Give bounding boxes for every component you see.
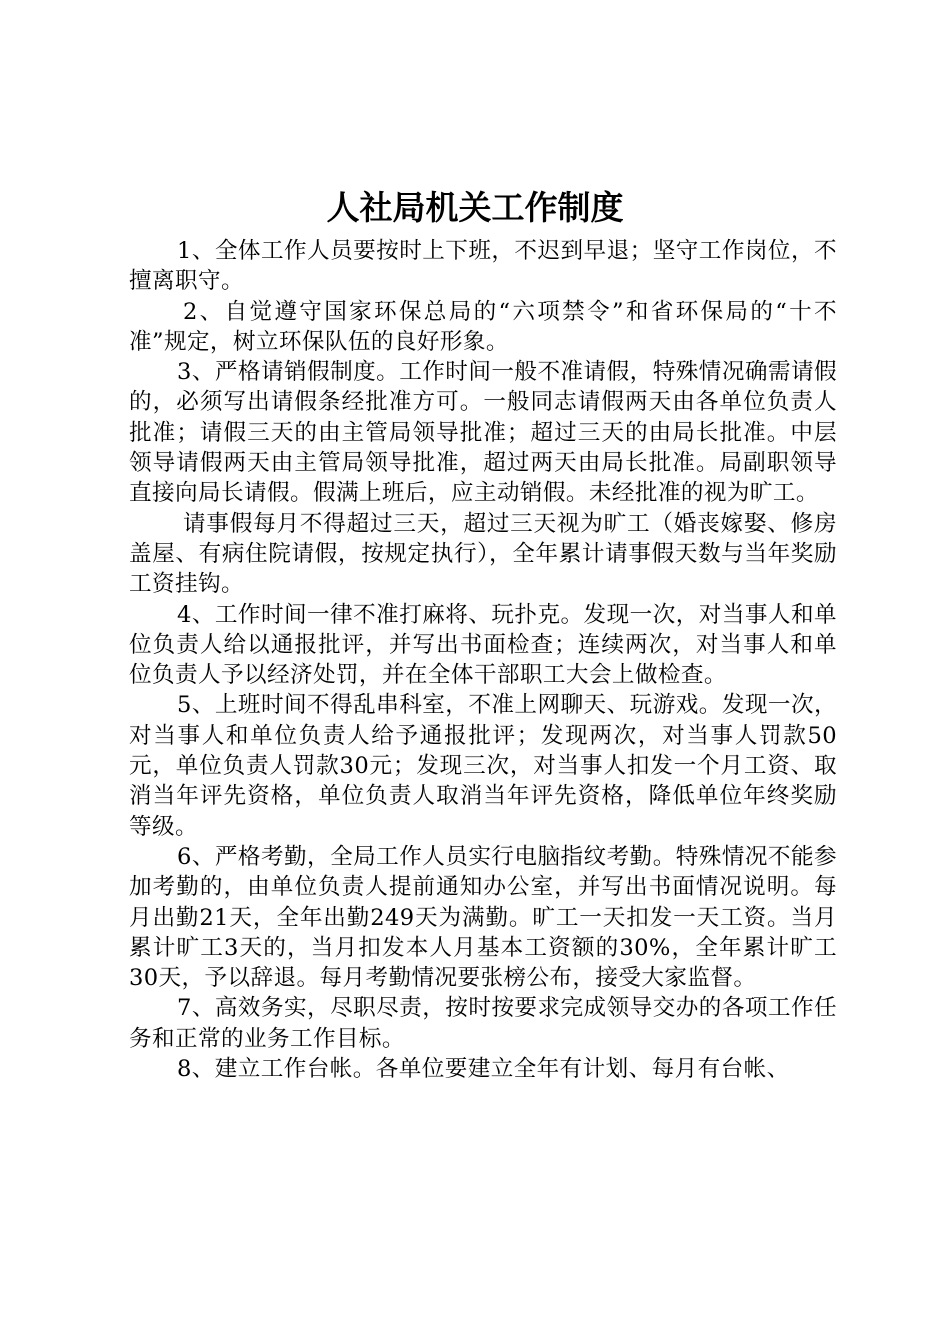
paragraph-rule-3: 3、严格请销假制度。工作时间一般不准请假，特殊情况确需请假的，必须写出请假条经批准方可。一般同志请假两天由各单位负责人批准；请假三天的由主管局领导批准；超过三天的由局长批准。中层领导请假两天由主管局领导批准，超过两天由局长批准。局副职领导直接向局长请假。假满上班后，应主动销假。未经批准的视为旷工。 <box>129 359 837 507</box>
paragraph-rule-1: 1、全体工作人员要按时上下班，不迟到早退；坚守工作岗位，不擅离职守。 <box>129 238 837 295</box>
paragraph-rule-2: 2、自觉遵守国家环保总局的“六项禁令”和省环保局的“十不准”规定，树立环保队伍的良好形象。 <box>129 298 837 355</box>
paragraph-rule-5: 5、上班时间不得乱串科室，不准上网聊天、玩游戏。发现一次，对当事人和单位负责人给予通报批评；发现两次，对当事人罚款50元，单位负责人罚款30元；发现三次，对当事人扣发一个月工资、取消当年评先资格，单位负责人取消当年评先资格，降低单位年终奖励等级。 <box>129 692 837 840</box>
document-body <box>129 236 837 1084</box>
paragraph-rule-4: 4、工作时间一律不准打麻将、玩扑克。发现一次，对当事人和单位负责人给以通报批评，并写出书面检查；连续两次，对当事人和单位负责人予以经济处罚，并在全体干部职工大会上做检查。 <box>129 601 837 689</box>
paragraph-personal-leave: 请事假每月不得超过三天，超过三天视为旷工（婚丧嫁娶、修房盖屋、有病住院请假，按规定执行），全年累计请事假天数与当年奖励工资挂钩。 <box>129 510 837 598</box>
paragraph-rule-8: 8、建立工作台帐。各单位要建立全年有计划、每月有台帐、 <box>177 1056 790 1083</box>
paragraph-rule-6: 6、严格考勤，全局工作人员实行电脑指纹考勤。特殊情况不能参加考勤的，由单位负责人提前通知办公室，并写出书面情况说明。每月出勤21天，全年出勤249天为满勤。旷工一天扣发一天工资。当月累计旷工3天的，当月扣发本人月基本工资额的30%，全年累计旷工30天，予以辞退。每月考勤情况要张榜公布，接受大家监督。 <box>129 843 837 992</box>
document-title: 人社局机关工作制度 <box>326 188 624 227</box>
paragraph-rule-7: 7、高效务实，尽职尽责，按时按要求完成领导交办的各项工作任务和正常的业务工作目标。 <box>129 995 837 1052</box>
